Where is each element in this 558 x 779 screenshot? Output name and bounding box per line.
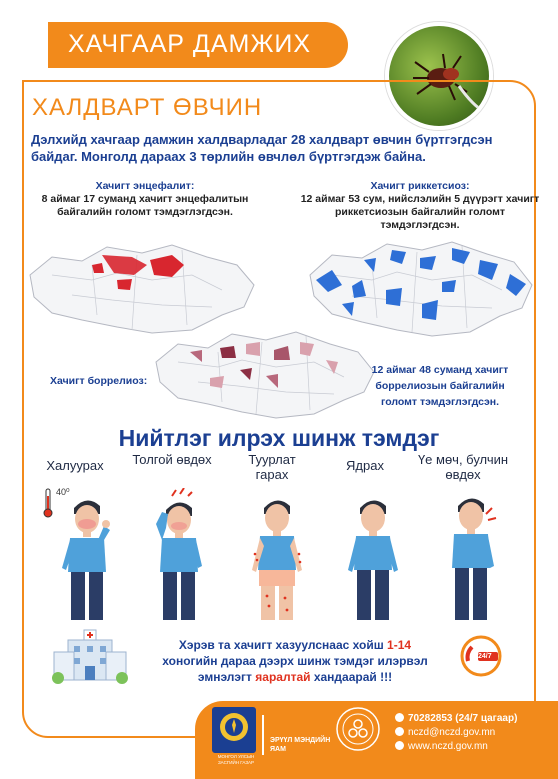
- encephalitis-block: [40, 180, 250, 219]
- contact-list: [395, 712, 517, 754]
- contact-web[interactable]: www.nczd.gov.mn: [395, 740, 517, 754]
- government-logo: [212, 707, 256, 753]
- email-icon: [395, 727, 404, 736]
- person-fever-figure: [52, 494, 122, 629]
- footer-divider: [262, 715, 264, 755]
- hotline-badge-text: 24/7: [478, 653, 492, 660]
- nczd-logo: [335, 706, 381, 752]
- symptom-label-fatigue: Ядрах: [346, 458, 384, 473]
- encephalitis-text: 8 аймаг 17 суманд хачигт энцефалитын байгалийн голомт тэмдэглэгдсэн.: [41, 193, 249, 218]
- symptom-label-headache: Толгой өвдөх: [132, 452, 212, 467]
- section-title: ХАЛДВАРТ ӨВЧИН: [32, 94, 263, 121]
- symptom-label-fever: Халуурах: [46, 458, 104, 473]
- intro-text: Дэлхийд хачгаар дамжин халдварладаг 28 халдварт өвчин бүртгэгдсэн байдаг. Монголд дараах 3 төрлийн өвчлөл бүртгэгдэж байна.: [31, 132, 493, 164]
- borreliosis-name: Хачигт боррелиоз:: [50, 375, 148, 387]
- contact-phone[interactable]: 70282853 (24/7 цагаар): [395, 712, 517, 726]
- encephalitis-name: Хачигт энцефалит:: [95, 180, 195, 192]
- hospital-illustration: [50, 628, 130, 689]
- symptom-label-joint-pain: Үе мөч, булчин өвдөх: [417, 452, 509, 482]
- warning-days: 1-14: [387, 638, 412, 652]
- warning-message: [150, 637, 440, 685]
- warning-part3: хандаарай !!!: [310, 670, 393, 684]
- rickettsiosis-block: [300, 180, 540, 232]
- person-headache-figure: [142, 488, 212, 629]
- borreliosis-text: 12 аймаг 48 суманд хачигт боррелиозын байгалийн голомт тэмдэглэгдсэн.: [371, 364, 509, 408]
- warning-part1: Хэрэв та хачигт хазуулснаас хойш: [178, 638, 388, 652]
- contact-email[interactable]: nczd@nczd.gov.mn: [395, 726, 517, 740]
- globe-icon: [395, 741, 404, 750]
- borreliosis-map: [150, 322, 380, 422]
- person-fatigue-figure: [338, 490, 408, 629]
- symptom-label-rash: Туурлат гарах: [248, 452, 296, 482]
- thermometer-reading: 40⁰: [56, 487, 70, 497]
- phone-icon: [395, 713, 404, 722]
- symptoms-title: Нийтлэг илрэх шинж тэмдэг: [118, 425, 440, 451]
- warning-part2: хоногийн дараа дээрх шинж тэмдэг илэрвэл эмнэлэгт: [162, 654, 428, 684]
- ministry-name: ЭРҮҮЛ МЭНДИЙН ЯАМ: [270, 737, 331, 753]
- person-joint-pain-figure: [436, 490, 506, 629]
- page-title: ХАЧГААР ДАМЖИХ: [68, 30, 312, 58]
- rickettsiosis-text: 12 аймаг 53 сум, нийслэлийн 5 дүүрэгт хачигт риккетсиозын байгалийн голомт тэмдэглэгдсэн.: [300, 193, 540, 231]
- rickettsiosis-name: Хачигт риккетсиоз:: [370, 180, 470, 192]
- person-rash-figure: [240, 488, 310, 629]
- warning-urgent: яаралтай: [255, 670, 311, 684]
- gov-caption: МОНГОЛ УЛСЫН ЗАСГИЙН ГАЗАР: [217, 754, 255, 765]
